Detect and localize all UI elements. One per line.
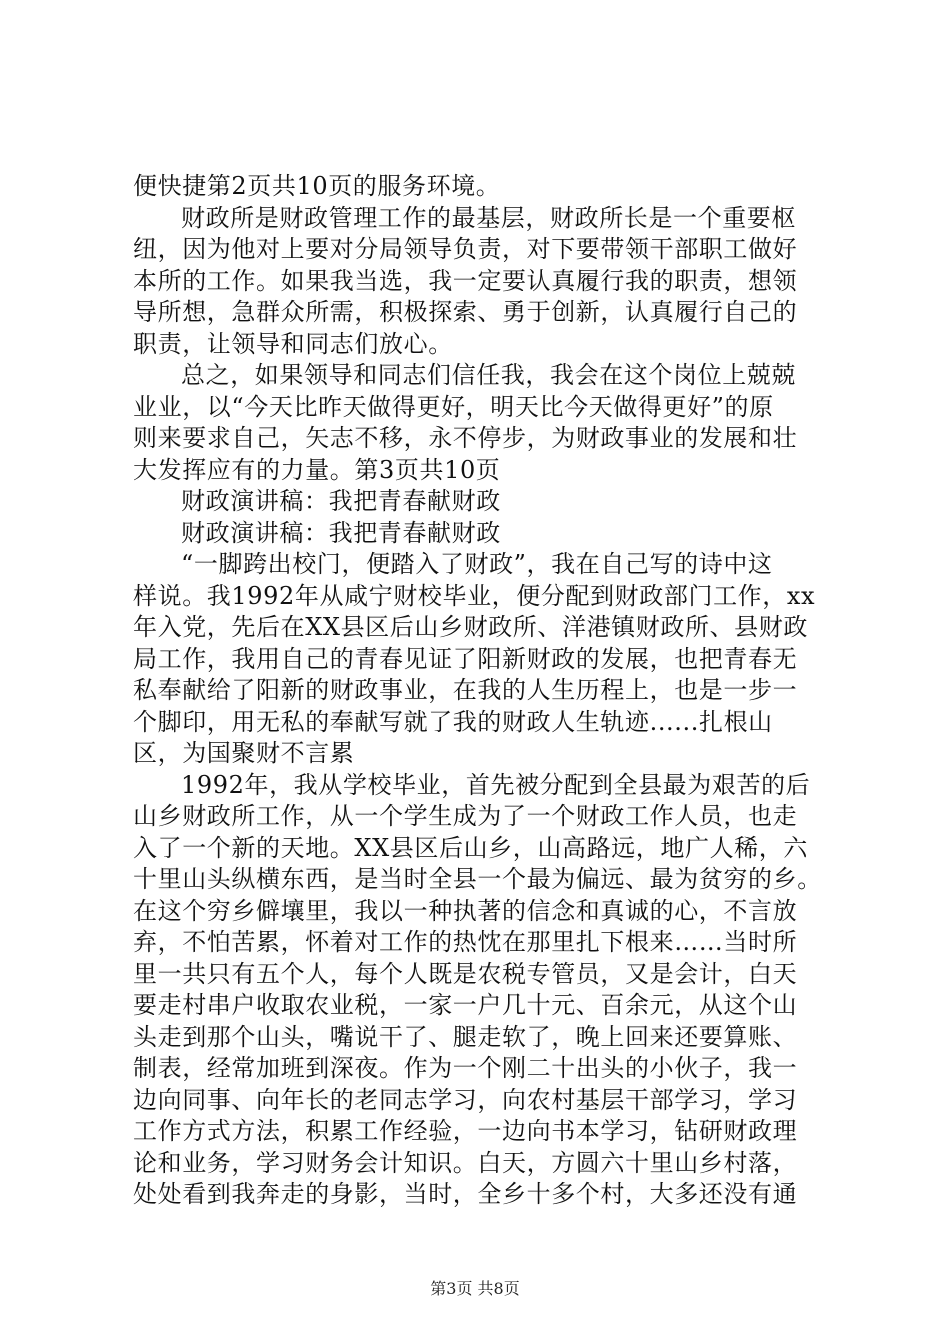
text-line: 头走到那个山头，嘴说干了、腿走软了，晚上回来还要算账、	[133, 1022, 798, 1051]
text-line: 年入党，先后在XX县区后山乡财政所、洋港镇财政所、县财政	[133, 613, 808, 641]
text-line: 论和业务，学习财务会计知识。白天，方圆六十里山乡村落，	[133, 1148, 798, 1177]
text-line: 私奉献给了阳新的财政事业，在我的人生历程上，也是一步一	[133, 676, 798, 704]
text-line: 个脚印，用无私的奉献写就了我的财政人生轨迹......扎根山	[133, 707, 773, 736]
paragraph-first-line: 财政所是财政管理工作的最基层，财政所长是一个重要枢	[181, 203, 796, 232]
text-line: 边向同事、向年长的老同志学习，向农村基层干部学习，学习	[133, 1085, 798, 1114]
text-line: 大发挥应有的力量。第3页共10页	[133, 455, 501, 484]
text-line: 里一共只有五个人，每个人既是农税专管员，又是会计，白天	[133, 959, 798, 988]
text-line: 工作方式方法，积累工作经验，一边向书本学习，钻研财政理	[133, 1117, 798, 1145]
text-line: 职责，让领导和同志们放心。	[133, 329, 453, 358]
text-line: 要走村串户收取农业税，一家一户几十元、百余元，从这个山	[133, 991, 798, 1019]
text-line: 局工作，我用自己的青春见证了阳新财政的发展，也把青春无	[133, 644, 798, 673]
text-line: 在这个穷乡僻壤里，我以一种执著的信念和真诚的心，不言放	[133, 896, 798, 925]
text-line: 本所的工作。如果我当选，我一定要认真履行我的职责，想领	[133, 266, 798, 295]
text-line: 处处看到我奔走的身影，当时，全乡十多个村，大多还没有通	[133, 1180, 798, 1208]
text-line: 十里山头纵横东西，是当时全县一个最为偏远、最为贫穷的乡。	[133, 865, 822, 893]
text-line: 区，为国聚财不言累	[133, 739, 355, 767]
paragraph-first-line: “一脚跨出校门，便踏入了财政”，我在自己写的诗中这	[181, 550, 773, 578]
text-line: 样说。我1992年从咸宁财校毕业，便分配到财政部门工作，xx	[133, 581, 816, 610]
text-line: 制表，经常加班到深夜。作为一个刚二十出头的小伙子，我一	[133, 1054, 798, 1082]
paragraph-first-line: 总之，如果领导和同志们信任我，我会在这个岗位上兢兢	[181, 361, 796, 389]
text-line: 弃，不怕苦累，怀着对工作的热忱在那里扎下根来……当时所	[133, 928, 798, 956]
text-line: 山乡财政所工作，从一个学生成为了一个财政工作人员，也走	[133, 802, 798, 830]
page-footer: 第3页 共8页	[430, 1279, 520, 1298]
text-line: 入了一个新的天地。XX县区后山乡，山高路远，地广人稀，六	[133, 833, 808, 862]
text-line: 导所想，急群众所需，积极探索、勇于创新，认真履行自己的	[133, 298, 798, 326]
text-line: 业业，以“今天比昨天做得更好，明天比今天做得更好”的原	[133, 392, 774, 421]
text-line: 纽，因为他对上要对分局领导负责，对下要带领干部职工做好	[133, 235, 798, 263]
text-line: 则来要求自己，矢志不移，永不停步，为财政事业的发展和壮	[133, 424, 798, 452]
section-title: 财政演讲稿：我把青春献财政	[181, 487, 501, 515]
paragraph-first-line: 1992年，我从学校毕业，首先被分配到全县最为艰苦的后	[181, 770, 811, 799]
text-line: 便快捷第2页共10页的服务环境。	[133, 172, 501, 200]
section-title: 财政演讲稿：我把青春献财政	[181, 518, 501, 547]
